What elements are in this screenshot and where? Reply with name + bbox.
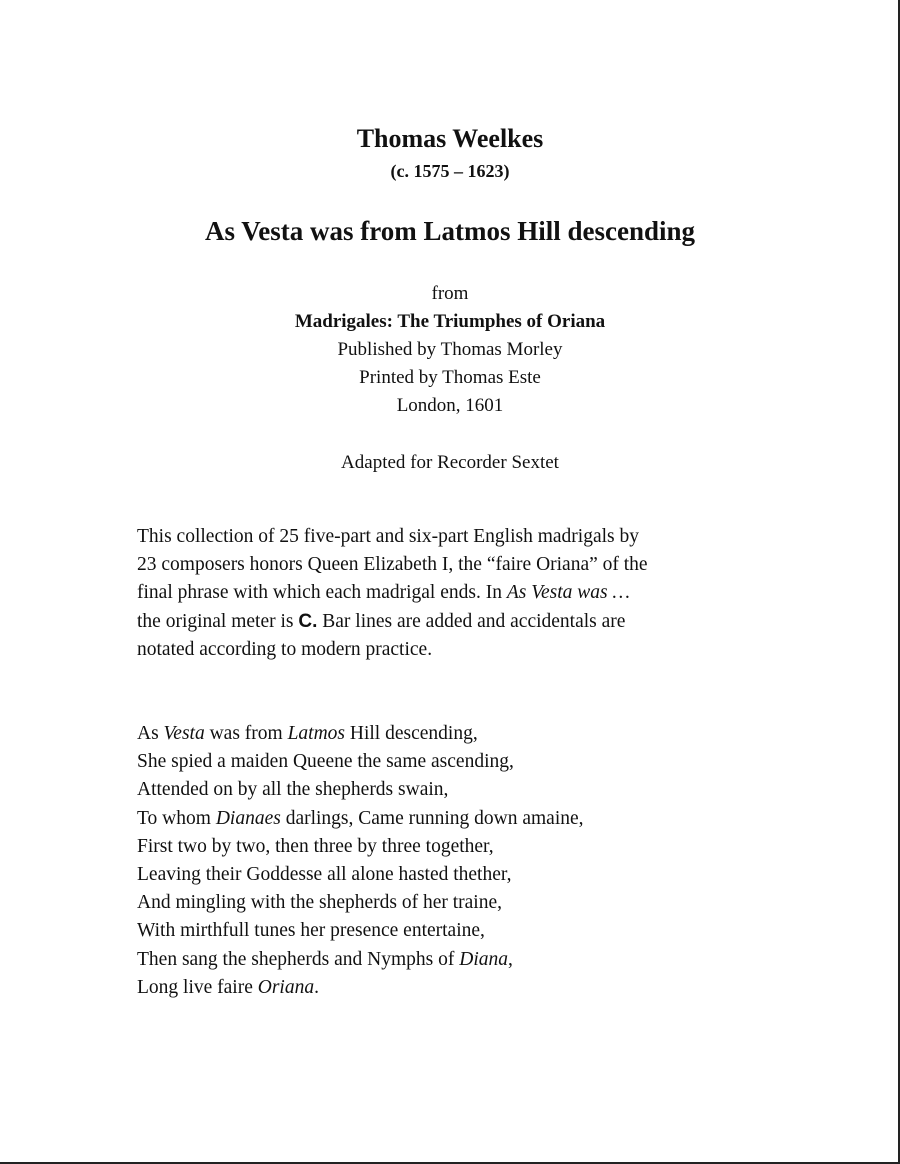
poem-text-run: Hill descending, <box>345 723 478 744</box>
source-place: London, 1601 <box>396 395 504 416</box>
notes-text: Bar lines are added and accidentals are <box>317 610 626 632</box>
composer-dates: (c. 1575 – 1623) <box>390 161 510 181</box>
poem-line <box>137 805 777 833</box>
poem-text-run: Leaving their Goddesse all alone hasted thether, <box>137 864 512 886</box>
poem-line <box>137 861 777 889</box>
notes-line <box>137 636 777 664</box>
poem-line <box>137 748 777 776</box>
poem-italic: Dianaes <box>215 807 281 829</box>
poem-italic: Latmos <box>287 723 346 744</box>
poem-text-run: . <box>314 976 319 998</box>
poem-line <box>137 889 777 917</box>
poem-text-run: To whom <box>137 807 216 829</box>
poem-line <box>137 720 777 748</box>
notes-text: 23 composers honors Queen Elizabeth I, the “faire Oriana” of the <box>137 554 648 576</box>
poem-text-run: Then sang the shepherds and Nymphs of <box>137 948 460 970</box>
poem-text-run: She spied a maiden Queene the same ascending, <box>137 751 514 773</box>
poem-line <box>137 974 777 1002</box>
poem-text-run: , <box>507 948 513 970</box>
notes-line <box>137 523 777 551</box>
source-collection: Madrigales: The Triumphes of Oriana <box>294 311 606 332</box>
poem-italic: Diana <box>459 948 508 970</box>
source-from: from <box>431 283 469 304</box>
notes-text: the original meter is <box>137 610 299 632</box>
poem-line <box>137 833 777 861</box>
piece-title: As Vesta was from Latmos Hill descending <box>204 216 696 246</box>
notes-text: final phrase with which each madrigal ends. In <box>137 582 507 604</box>
adaptation-note: Adapted for Recorder Sextet <box>341 452 559 473</box>
poem-text <box>137 720 777 1002</box>
source-publisher: Published by Thomas Morley <box>337 339 563 360</box>
poem-text-run: With mirthfull tunes her presence entertaine, <box>137 920 485 942</box>
poem-text-run: As <box>137 723 164 744</box>
notes-paragraph <box>137 523 777 664</box>
notes-line <box>137 579 777 607</box>
composer-name: Thomas Weelkes <box>356 124 544 153</box>
poem-italic: Vesta <box>163 723 205 744</box>
source-printer: Printed by Thomas Este <box>359 367 541 388</box>
meter-symbol: C. <box>298 610 318 632</box>
poem-line <box>137 946 777 974</box>
poem-line <box>137 917 777 945</box>
poem-text-run: Attended on by all the shepherds swain, <box>137 779 449 801</box>
poem-text-run: And mingling with the shepherds of her traine, <box>137 892 503 914</box>
poem-italic: Oriana <box>257 976 315 998</box>
poem-line <box>137 776 777 804</box>
notes-line <box>137 551 777 579</box>
notes-text: This collection of 25 five-part and six-part English madrigals by <box>137 526 640 547</box>
poem-text-run: First two by two, then three by three together, <box>137 835 494 857</box>
poem-text-run: Long live faire <box>137 976 258 998</box>
poem-text-run: was from <box>204 723 288 744</box>
notes-italic-title: As Vesta was … <box>506 582 630 604</box>
poem-text-run: darlings, Came running down amaine, <box>280 807 584 829</box>
notes-line <box>137 608 777 636</box>
notes-text: notated according to modern practice. <box>137 638 433 660</box>
